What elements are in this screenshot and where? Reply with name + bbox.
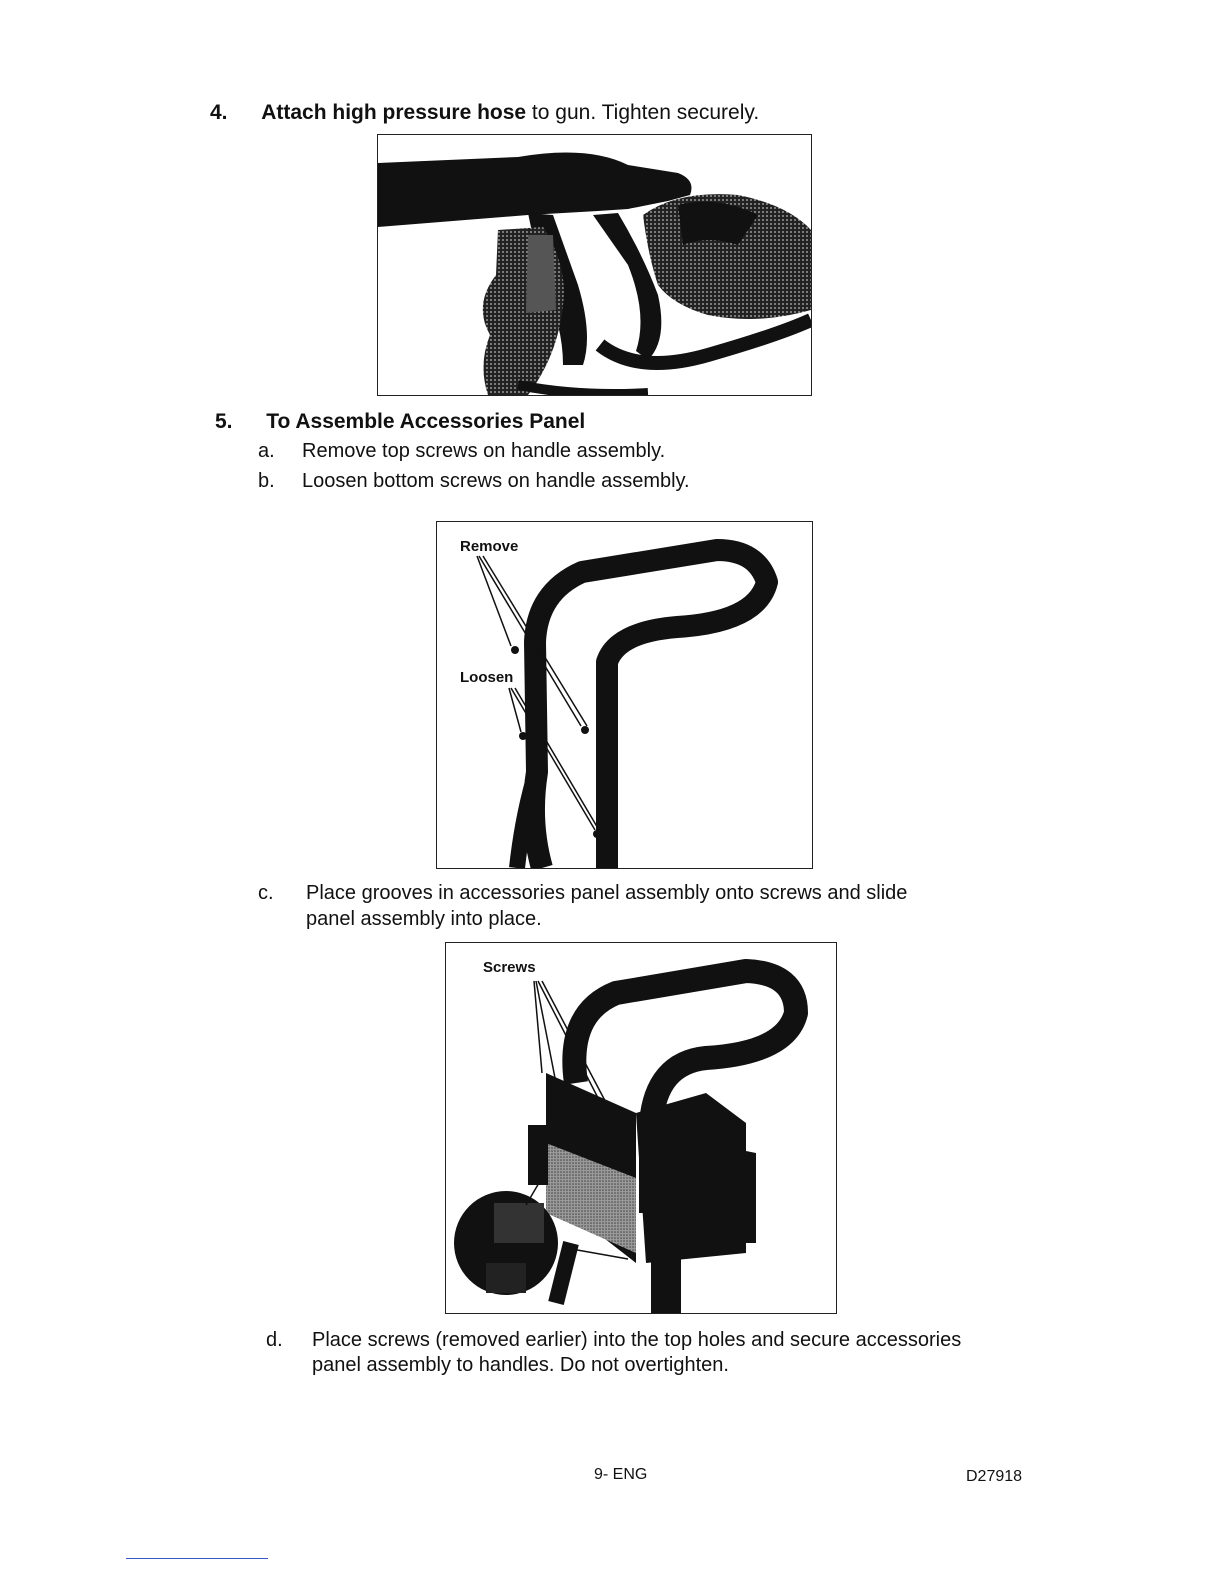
step-4-heading	[210, 101, 759, 125]
step-5d-line2: panel assembly to handles. Do not overtighten.	[312, 1354, 729, 1376]
step-5-title: To Assemble Accessories Panel	[266, 410, 586, 433]
figure-accessories-panel	[445, 942, 837, 1314]
step-5b-text: Loosen bottom screws on handle assembly.	[302, 470, 690, 492]
callout-screws: Screws	[483, 959, 536, 976]
handle-illustration	[437, 522, 812, 868]
step-5c	[258, 882, 908, 930]
step-5d-line1: Place screws (removed earlier) into the top holes and secure accessories	[312, 1329, 962, 1351]
page-number: 9- ENG	[594, 1466, 648, 1483]
step-5c-line1: Place grooves in accessories panel assembly onto screws and slide	[306, 882, 908, 904]
step-4-title-bold: Attach high pressure hose	[261, 101, 527, 124]
step-5b-marker: b.	[258, 470, 275, 492]
step-5a-text: Remove top screws on handle assembly.	[302, 440, 666, 462]
step-4-number: 4.	[210, 101, 228, 124]
step-5a	[258, 440, 666, 463]
step-5c-line2: panel assembly into place.	[306, 908, 542, 930]
step-5d-marker: d.	[266, 1329, 283, 1351]
step-5a-marker: a.	[258, 440, 275, 462]
step-5d	[266, 1329, 962, 1376]
bottom-rule	[126, 1558, 268, 1559]
spray-gun-illustration	[378, 135, 811, 395]
step-5-heading	[215, 410, 585, 434]
callout-loosen: Loosen	[460, 669, 514, 686]
figure-handle-screws	[436, 521, 813, 869]
figure-spray-gun-hose	[377, 134, 812, 396]
step-5c-marker: c.	[258, 882, 274, 904]
step-4-title-rest: to gun. Tighten securely.	[526, 101, 760, 124]
step-5b	[258, 470, 690, 493]
accessories-panel-illustration	[446, 943, 836, 1313]
document-code: D27918	[966, 1468, 1023, 1485]
callout-remove: Remove	[460, 538, 519, 555]
step-5-number: 5.	[215, 410, 233, 433]
